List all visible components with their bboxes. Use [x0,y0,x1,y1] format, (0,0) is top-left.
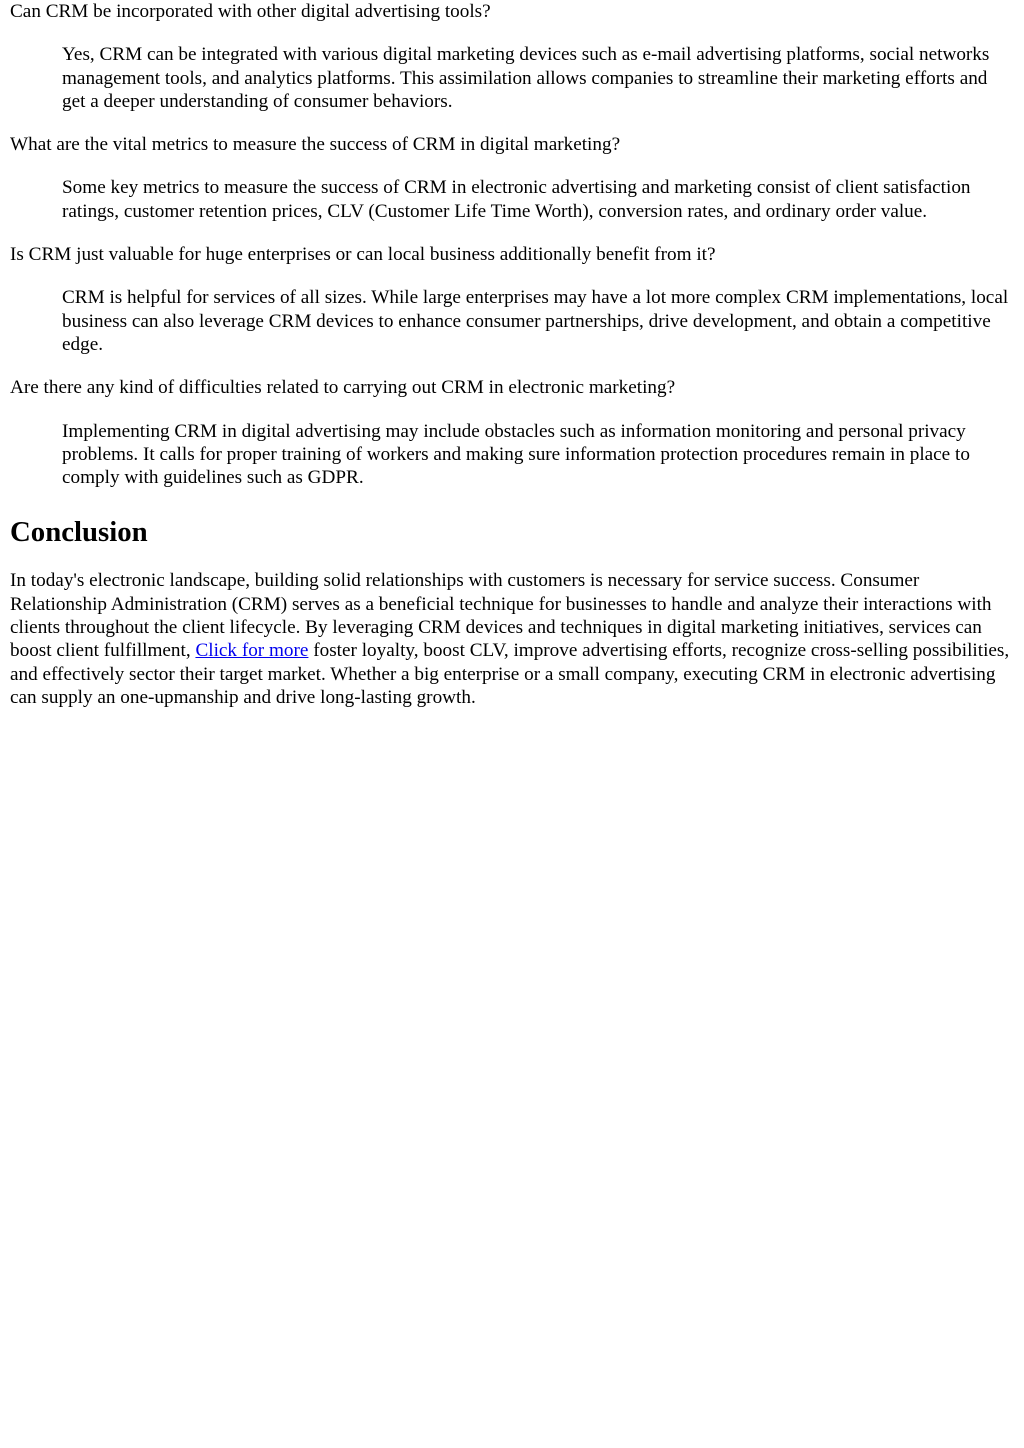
click-for-more-link[interactable]: Click for more [195,640,309,662]
faq-answer-2: Some key metrics to measure the success of CRM in electronic advertising and marketing consist of client satisfaction ratings, customer retention prices, CLV (Customer Life Time Worth), conversion rates, and ordinary order value. [62,177,971,222]
conclusion-paragraph [10,569,1014,709]
faq-answer-4: Implementing CRM in digital advertising may include obstacles such as information monitoring and personal privacy problems. It calls for proper training of workers and making sure information protection procedures remain in place to comply with guidelines such as GDPR. [62,420,970,489]
faq-question-1: Can CRM be incorporated with other digital advertising tools? [10,1,491,22]
faq-question-3: Is CRM just valuable for huge enterprises or can local business additionally benefit from it? [10,244,716,266]
faq-question-2: What are the vital metrics to measure the success of CRM in digital marketing? [10,134,621,156]
faq-answer-3: CRM is helpful for services of all sizes. While large enterprises may have a lot more complex CRM implementations, local business can also leverage CRM devices to enhance consumer partnerships, drive development, and obtain a competitive edge. [62,287,1009,355]
faq-question-4: Are there any kind of difficulties related to carrying out CRM in electronic marketing? [10,377,676,399]
conclusion-heading: Conclusion [10,516,148,549]
conclusion-text-after-link: foster loyalty, boost CLV, improve advertising efforts, recognize cross-selling possibilities, and effectively sector their target market. Whether a big enterprise or a small company, executing CRM in electronic advertising can supply an one-upmanship and drive long-lasting growth. [10,640,1010,708]
faq-answer-1: Yes, CRM can be integrated with various digital marketing devices such as e-mail advertising platforms, social networks management tools, and analytics platforms. This assimilation allows companies to streamline their marketing efforts and get a deeper understanding of consumer behaviors. [62,44,990,112]
conclusion-text-before-link: In today's electronic landscape, building solid relationships with customers is necessary for service success. Consumer Relationship Administration (CRM) serves as a beneficial technique for businesses to handle and analyze their interactions with clients throughout the client lifecycle. By leveraging CRM devices and techniques in digital marketing initiatives, services can boost client fulfillment, [10,570,992,662]
